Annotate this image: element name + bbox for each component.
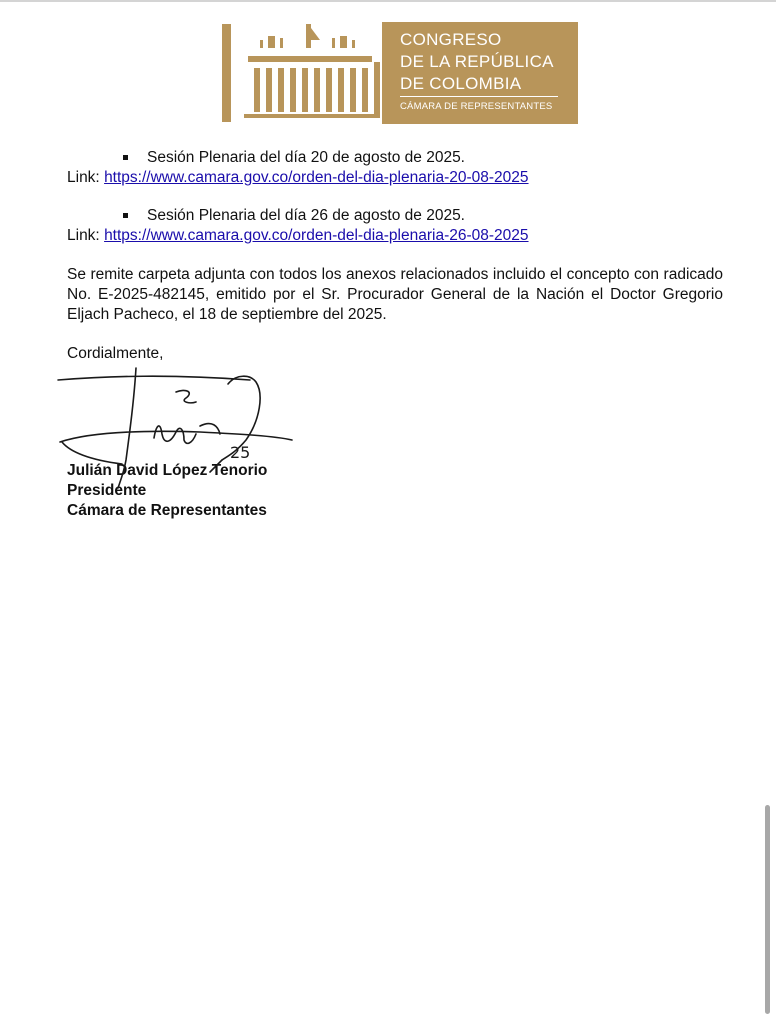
session-url-link[interactable]: https://www.camara.gov.co/orden-del-dia-plenaria-20-08-2025	[104, 169, 529, 186]
session-bullet-text: Sesión Plenaria del día 20 de agosto de 2025.	[147, 149, 465, 166]
session-link-line	[67, 168, 529, 188]
session-link-line	[67, 226, 529, 246]
congreso-logo	[222, 22, 578, 124]
top-divider	[0, 0, 776, 2]
bullet-marker	[123, 155, 128, 160]
bullet-marker	[123, 213, 128, 218]
logo-line-congreso: CONGRESO	[400, 30, 502, 49]
logo-line-camara: CÁMARA DE REPRESENTANTES	[400, 101, 553, 112]
signer-name: Julián David López Tenorio	[67, 462, 268, 479]
logo-line-colombia: DE COLOMBIA	[400, 74, 522, 93]
handwritten-signature	[50, 360, 310, 490]
session-url-link[interactable]: https://www.camara.gov.co/orden-del-dia-plenaria-26-08-2025	[104, 227, 529, 244]
closing-text: Cordialmente,	[67, 345, 164, 362]
body-paragraph: Se remite carpeta adjunta con todos los anexos relacionados incluido el concepto con radicado No. E-2025-482145, emitido por el Sr. Procurador General de la Nación el Doctor Gregorio Eljach Pacheco, el 18 de septiembre del 2025.	[67, 266, 723, 323]
logo-wordmark	[382, 22, 578, 124]
signature-date: 25	[230, 443, 251, 462]
capitol-building-icon	[222, 22, 382, 124]
logo-divider	[400, 96, 558, 97]
signer-title: Presidente	[67, 482, 147, 499]
session-bullet-text: Sesión Plenaria del día 26 de agosto de 2025.	[147, 207, 465, 224]
signer-organization: Cámara de Representantes	[67, 502, 267, 519]
vertical-scrollbar[interactable]	[765, 805, 770, 1014]
link-label: Link:	[67, 227, 100, 244]
logo-line-republica: DE LA REPÚBLICA	[400, 52, 554, 71]
link-label: Link:	[67, 169, 100, 186]
